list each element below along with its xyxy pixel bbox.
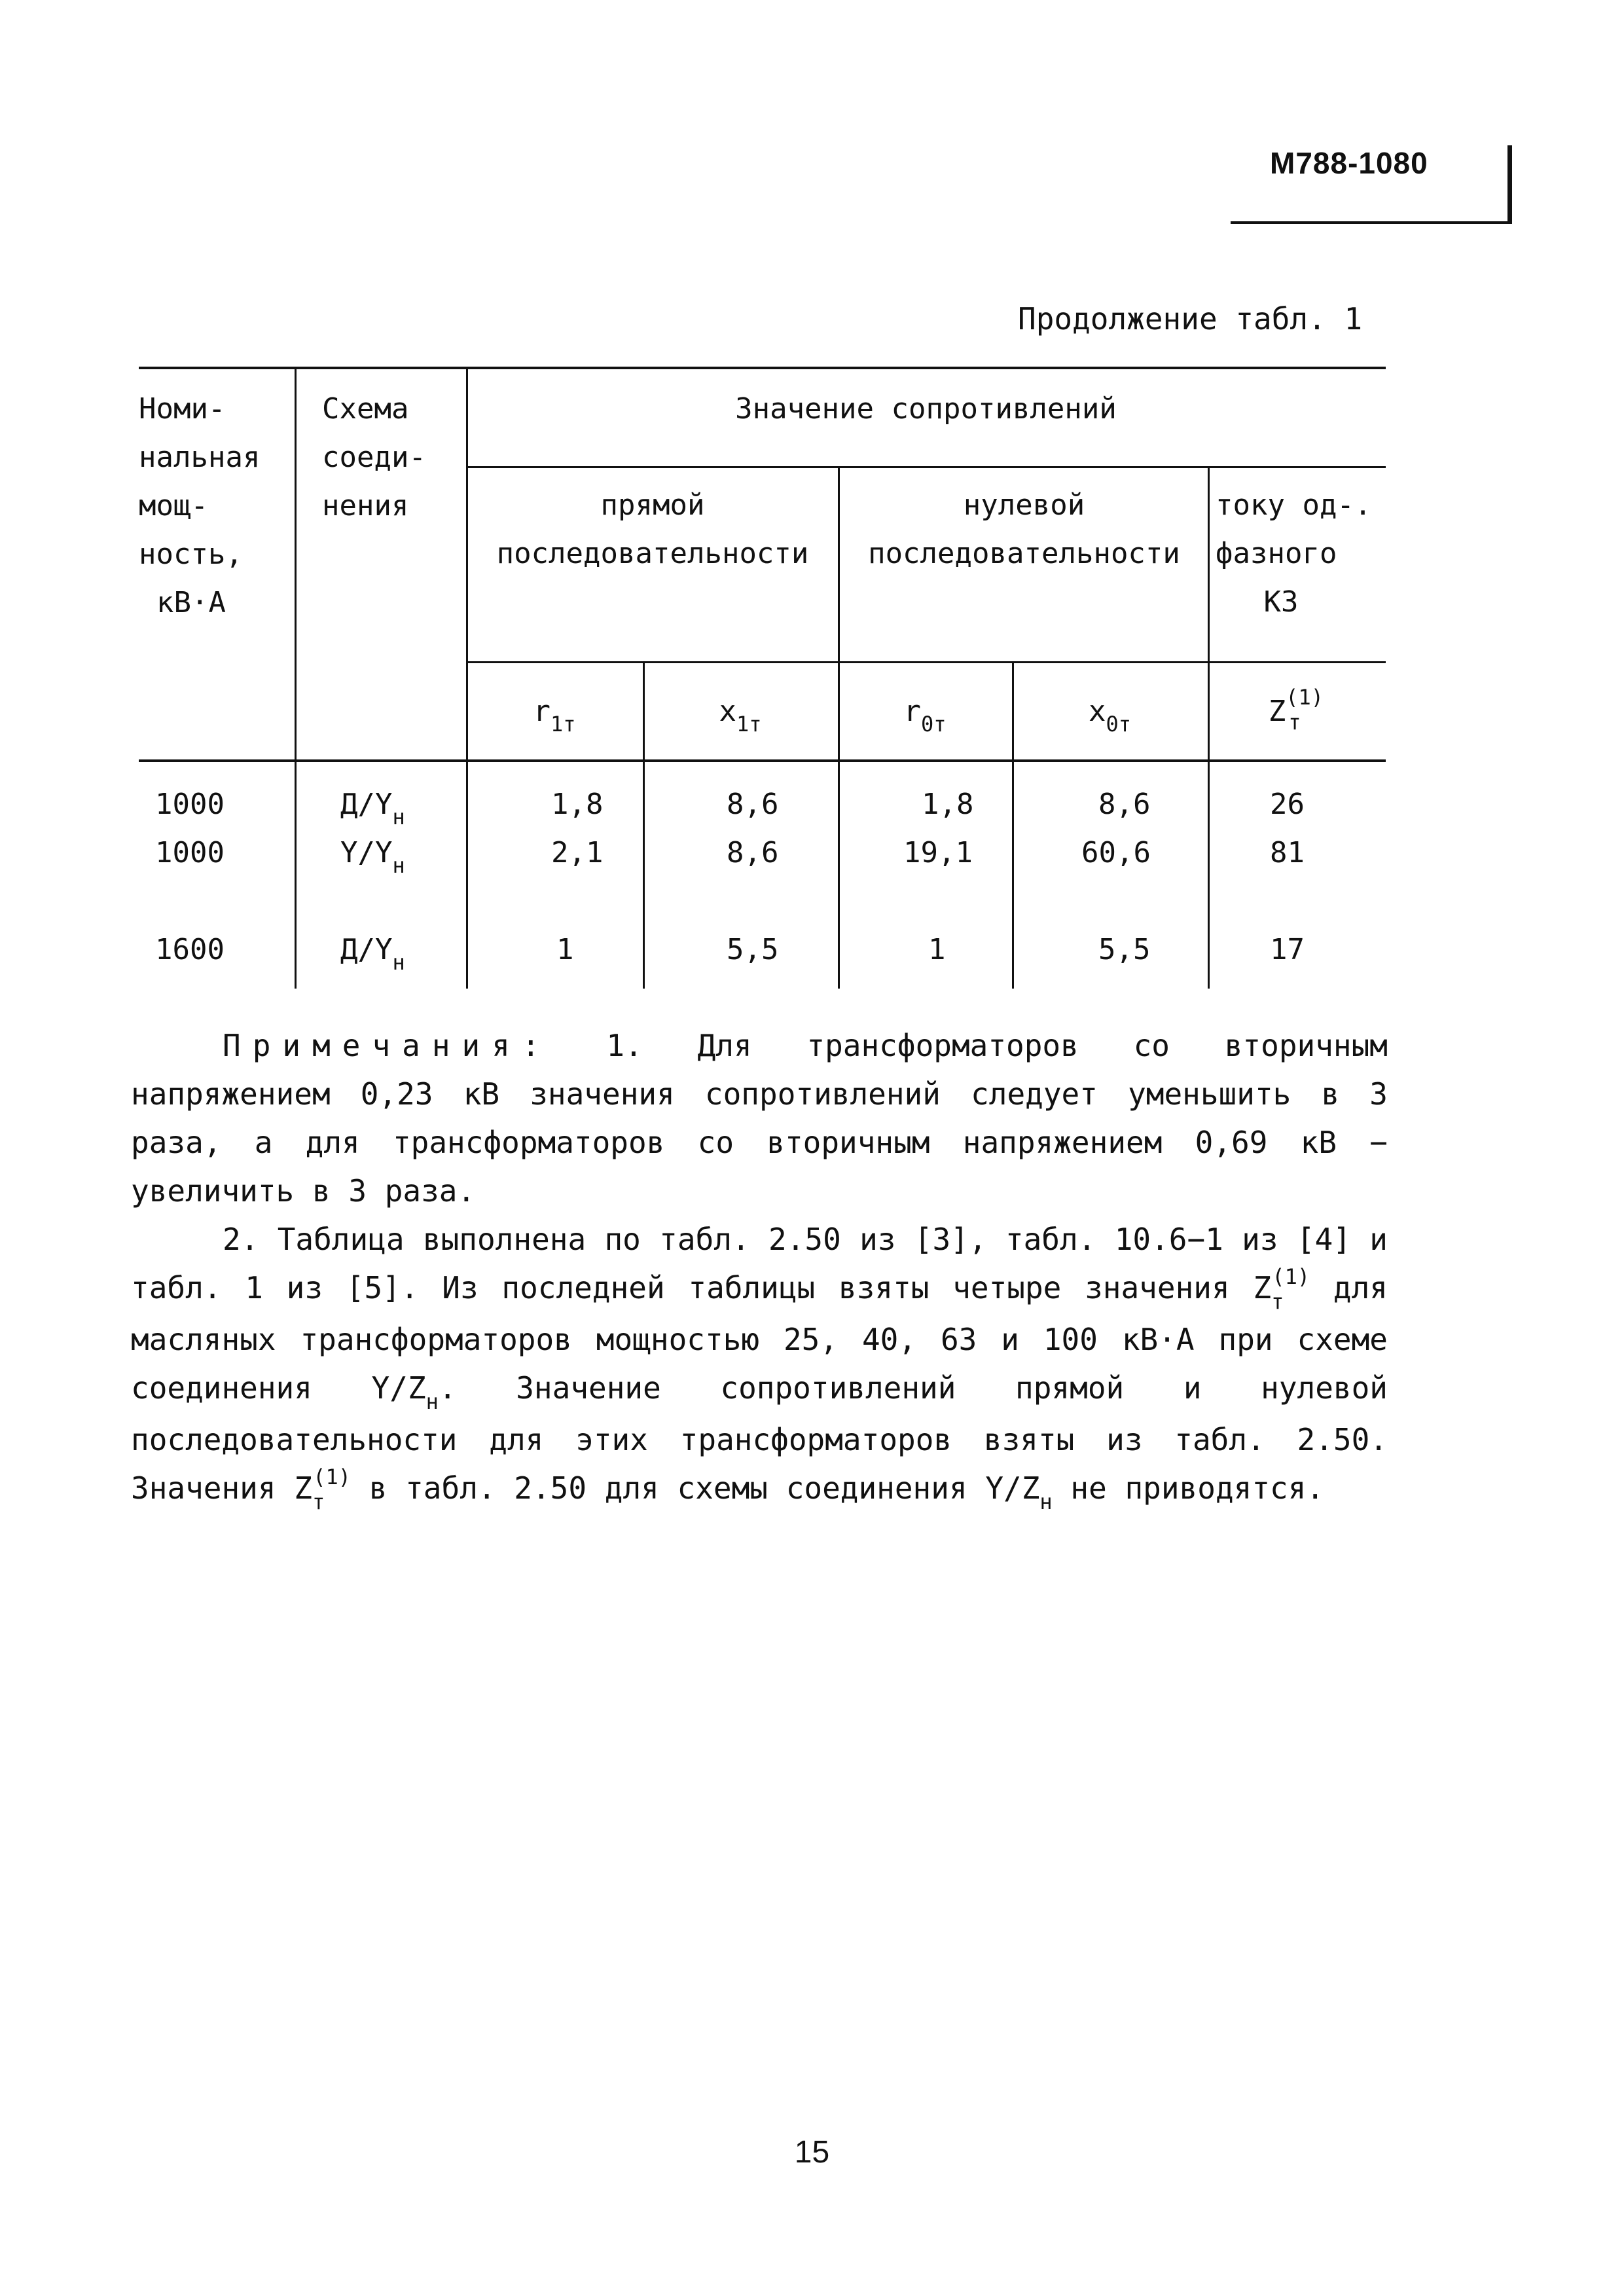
symbol-r0: $r_{0т}$ bbox=[903, 695, 947, 737]
group-rule bbox=[466, 466, 1386, 468]
r0-cell: 1,8 bbox=[922, 788, 974, 821]
power-cell: 1000 bbox=[155, 836, 225, 869]
x0-cell: 60,6 bbox=[1081, 836, 1151, 869]
z-cell: 17 bbox=[1270, 933, 1305, 966]
scheme-cell: $Д/Y_н$ bbox=[340, 933, 405, 975]
scheme-cell: $Д/Y_н$ bbox=[340, 788, 405, 829]
header-group: Значение сопротивлений bbox=[735, 392, 1117, 426]
col-rule-2 bbox=[466, 367, 468, 989]
continuation-label: Продолжение табл. 1 bbox=[1018, 301, 1363, 337]
page-number: 15 bbox=[794, 2135, 830, 2170]
table-top-rule bbox=[139, 367, 1386, 369]
x1-cell: 5,5 bbox=[727, 933, 779, 966]
header-zero: нулевой последовательности bbox=[868, 488, 1180, 570]
r0-cell: 1 bbox=[928, 933, 946, 966]
symbol-z1: Z (1) т bbox=[1268, 685, 1324, 735]
header-bottom-rule bbox=[139, 759, 1386, 762]
header-scheme: Схема соеди- нения bbox=[322, 392, 426, 522]
header-direct: прямой последовательности bbox=[496, 488, 809, 570]
z-cell: 26 bbox=[1270, 788, 1305, 821]
symbol-x0: $x_{0т}$ bbox=[1088, 695, 1132, 737]
x1-cell: 8,6 bbox=[727, 836, 779, 869]
r1-cell: 1,8 bbox=[551, 788, 604, 821]
code-frame-vertical bbox=[1507, 145, 1512, 223]
r1-cell: 2,1 bbox=[551, 836, 604, 869]
resistance-table bbox=[139, 367, 1386, 989]
x0-cell: 5,5 bbox=[1098, 933, 1151, 966]
header-single-phase: току од-. фазного КЗ bbox=[1216, 488, 1372, 619]
symbol-x1: $x_{1т}$ bbox=[719, 695, 762, 737]
scheme-cell: $Y/Y_н$ bbox=[340, 836, 405, 878]
note-2: 2. Таблица выполнена по табл. 2.50 из [3], табл. 10.6−1 из [4] и табл. 1 из [5]. Из последней таблицы взяты четыре значения $Z_т^{(1)}$ для масляных трансформаторов мощностью 25, 40, 63 и 100 кВ·А при схеме соединения $Y/Z_н$. Значение сопротивлений прямой и нулевой последовательности для этих трансформаторов взяты из табл. 2.50. Значения $Z_т^{(1)}$ в табл. 2.50 для схемы соединения $Y/Z_н$ не приводятся. bbox=[131, 1222, 1388, 1514]
x1-cell: 8,6 bbox=[727, 788, 779, 821]
code-frame-horizontal bbox=[1231, 221, 1512, 224]
power-cell: 1600 bbox=[155, 933, 225, 966]
symbol-r1: $r_{1т}$ bbox=[533, 695, 576, 737]
r0-cell: 19,1 bbox=[903, 836, 973, 869]
notes bbox=[131, 1021, 1388, 1516]
col-rule-1 bbox=[295, 367, 297, 989]
header-power: Номи- нальная мощ- ность, кВ·А bbox=[139, 392, 261, 619]
document-code: М788-1080 bbox=[1270, 146, 1428, 180]
note-1: Примечания: 1. Для трансформаторов со вторичным напряжением 0,23 кВ значения сопротивлений следует уменьшить в 3 раза, а для трансформаторов со вторичным напряжением 0,69 кВ − увеличить в 3 раза. bbox=[131, 1028, 1388, 1209]
power-cell: 1000 bbox=[155, 788, 225, 821]
r1-cell: 1 bbox=[556, 933, 574, 966]
z-cell: 81 bbox=[1270, 836, 1305, 869]
x0-cell: 8,6 bbox=[1098, 788, 1151, 821]
symbol-rule bbox=[466, 661, 1386, 663]
